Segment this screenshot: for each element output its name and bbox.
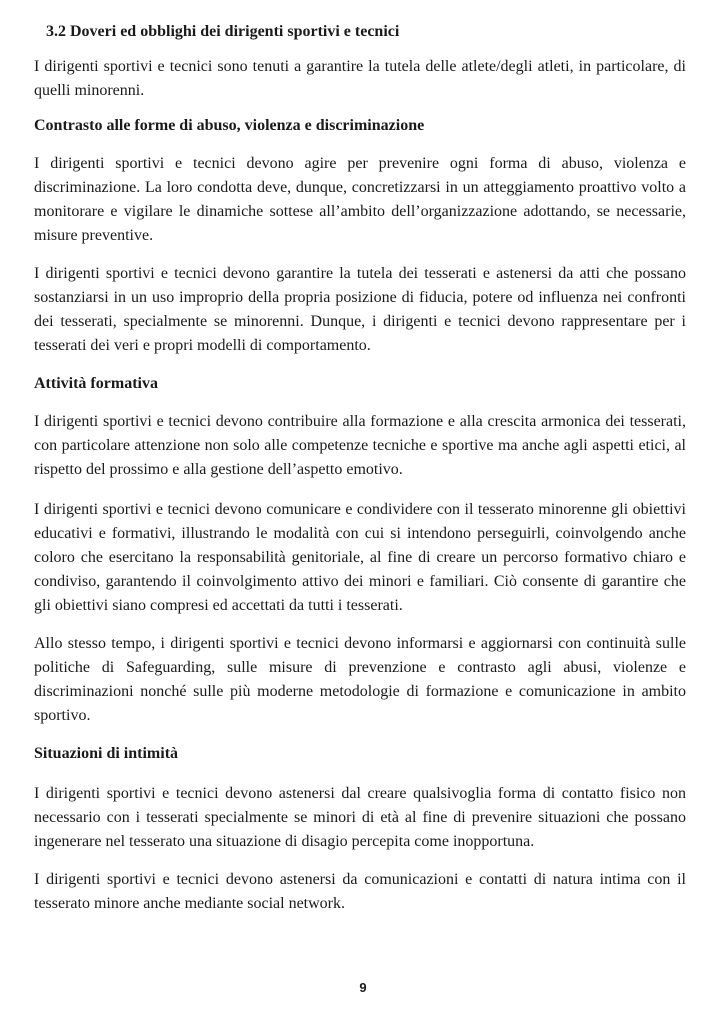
subsection-heading-intimacy: Situazioni di intimità bbox=[34, 745, 179, 762]
page-number: 9 bbox=[359, 980, 367, 995]
subsection-heading-abuse: Contrasto alle forme di abuso, violenza e discriminazione bbox=[34, 117, 425, 134]
paragraph: I dirigenti sportivi e tecnici devono agire per prevenire ogni forma di abuso, violenza e discriminazione. La loro condotta deve, dunque, concretizzarsi in un atteggiamento proattivo volto a monitorare e vigilare le dinamiche sottese all’ambito dell’organizzazione adottando, se necessarie, misure preventive. bbox=[34, 155, 686, 244]
paragraph: I dirigenti sportivi e tecnici devono garantire la tutela dei tesserati e astenersi da atti che possano sostanziarsi in un uso improprio della propria posizione di fiducia, potere od influenza nei confronti dei tesserati, specialmente se minorenni. Dunque, i dirigenti e tecnici devono rappresentare per i tesserati dei veri e propri modelli di comportamento. bbox=[34, 265, 686, 354]
paragraph: Allo stesso tempo, i dirigenti sportivi e tecnici devono informarsi e aggiornarsi con continuità sulle politiche di Safeguarding, sulle misure di prevenzione e contrasto agli abusi, violenze e discriminazioni nonché sulle più moderne metodologie di formazione e comunicazione in ambito sportivo. bbox=[34, 635, 686, 724]
paragraph: I dirigenti sportivi e tecnici devono comunicare e condividere con il tesserato minorenne gli obiettivi educativi e formativi, illustrando le modalità con cui si intendono perseguirli, coinvolgendo anche coloro che esercitano la responsabilità genitoriale, al fine di creare un percorso formativo chiaro e condiviso, garantendo il coinvolgimento attivo dei minori e familiari. Ciò consente di garantire che gli obiettivi siano compresi ed accettati da tutti i tesserati. bbox=[34, 501, 686, 614]
paragraph: I dirigenti sportivi e tecnici devono contribuire alla formazione e alla crescita armonica dei tesserati, con particolare attenzione non solo alle competenze tecniche e sportive ma anche agli aspetti etici, al rispetto del prossimo e alla gestione dell’aspetto emotivo. bbox=[34, 413, 686, 478]
subsection-heading-training: Attività formativa bbox=[34, 375, 158, 392]
section-title: 3.2 Doveri ed obblighi dei dirigenti sportivi e tecnici bbox=[46, 23, 400, 40]
paragraph: I dirigenti sportivi e tecnici devono astenersi da comunicazioni e contatti di natura intima con il tesserato minore anche mediante social network. bbox=[34, 871, 686, 912]
section-intro: I dirigenti sportivi e tecnici sono tenuti a garantire la tutela delle atlete/degli atleti, in particolare, di quelli minorenni. bbox=[34, 58, 686, 99]
paragraph: I dirigenti sportivi e tecnici devono astenersi dal creare qualsivoglia forma di contatto fisico non necessario con i tesserati specialmente se minori di età al fine di prevenire situazioni che possano ingenerare nel tesserato una situazione di disagio percepita come inopportuna. bbox=[34, 785, 686, 850]
